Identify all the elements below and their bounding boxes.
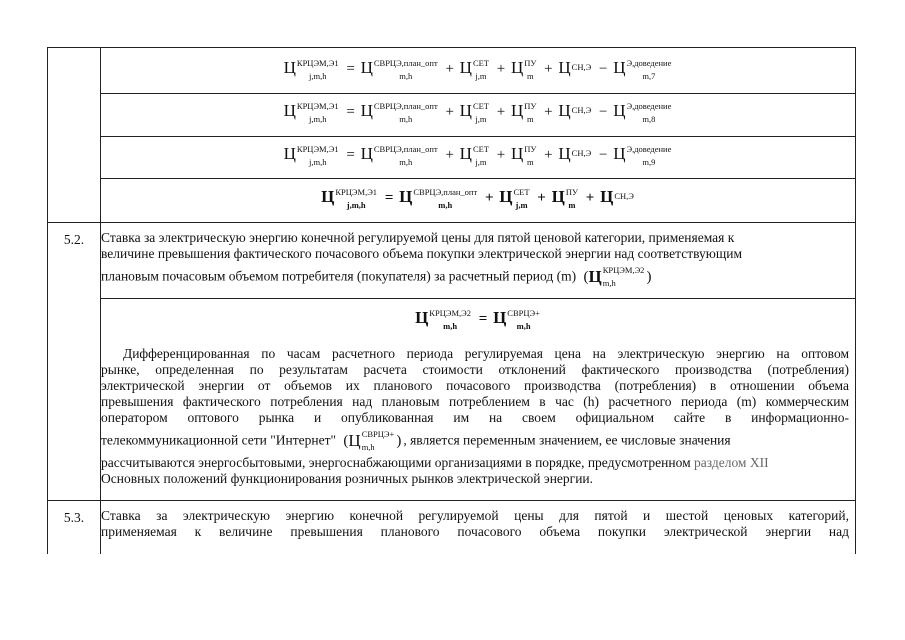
paragraph-line: телекоммуникационной сети "Интернет" ( Ц СВРЦЭ+ m,h ) , является переменным значением, ее числовые значения [101, 429, 731, 452]
paragraph-line: Основных положений функционирования розничных рынков электрической энергии. [101, 471, 594, 486]
paragraph-line: рассчитываются энергосбытовыми, энергоснабжающими организациями в порядке, предусмотренном разделом XII [101, 455, 769, 470]
formula-krcem-e2: Ц КРЦЭМ,Э2 m,h = Ц СВРЦЭ+ m,h [415, 308, 540, 331]
row-divider [48, 222, 856, 223]
paragraph-line: оператором оптового рынка и опубликованная им на своем официальном сайте в информационно- [101, 410, 849, 425]
inline-formula: ( Ц СВРЦЭ+ m,h ) [343, 429, 402, 452]
row-divider [100, 136, 855, 137]
row-divider [100, 93, 855, 94]
section-5-2-paragraph [101, 346, 849, 487]
section-5-2-description [101, 230, 849, 287]
formula-row-1: Ц КРЦЭМ,Э1 j,m,h = Ц СВРЦЭ,план_опт m,h + Ц СЕТ j,m + Ц ПУ m + Ц СН,Э − Ц Э,доведение m,7 [283, 58, 672, 81]
formula-row-2: Ц КРЦЭМ,Э1 j,m,h = Ц СВРЦЭ,план_опт m,h + Ц СЕТ j,m + Ц ПУ m + Ц СН,Э − Ц Э,доведение m,8 [283, 101, 672, 124]
row-divider [48, 500, 856, 501]
row-divider [100, 178, 855, 179]
section-reference-link: разделом XII [694, 455, 769, 470]
row-divider [100, 298, 855, 299]
description-line: Ставка за электрическую энергию конечной регулируемой цены для пятой и шестой ценовых категорий, [101, 508, 849, 523]
description-line: Ставка за электрическую энергию конечной регулируемой цены для пятой ценовой категории, применяемая к [101, 230, 735, 245]
paragraph-line: Дифференцированная по часам расчетного периода регулируемая цена на электрическую энергию на оптовом [123, 346, 849, 361]
description-line: величине превышения фактического почасового объема покупки электрической энергии над соответствующим [101, 246, 743, 261]
tariff-table [47, 47, 856, 554]
paragraph-line: электрической энергии от объемов их планового почасового производства (потребления) в отношении объема [101, 378, 849, 393]
formula-row-4: Ц КРЦЭМ,Э1 j,m,h = Ц СВРЦЭ,план_опт m,h + Ц СЕТ j,m + Ц ПУ m + Ц СН,Э [321, 187, 634, 210]
inline-formula: ( Ц КРЦЭМ,Э2 m,h ) [583, 265, 652, 288]
section-5-3-description [101, 508, 849, 540]
paragraph-line: рынке, определенная по результатам расчета стоимости отклонений фактического производства (потребления) [101, 362, 849, 377]
formula-row-3: Ц КРЦЭМ,Э1 j,m,h = Ц СВРЦЭ,план_опт m,h + Ц СЕТ j,m + Ц ПУ m + Ц СН,Э − Ц Э,доведение m,9 [283, 144, 672, 167]
description-line: применяемая к величине превышения планового почасового объема покупки электрической энергии над [101, 524, 849, 539]
description-line: плановым почасовым объемом потребителя (покупателя) за расчетный период (m) ( Ц КРЦЭМ,Э2 m,h ) [101, 265, 652, 288]
section-number-5-3: 5.3. [63, 510, 85, 525]
table-right-border [855, 48, 856, 554]
section-number-5-2: 5.2. [63, 232, 85, 247]
paragraph-line: превышения фактического потребления над плановым потреблением в час (h) расчетного периода (m) коммерческим [101, 394, 849, 409]
